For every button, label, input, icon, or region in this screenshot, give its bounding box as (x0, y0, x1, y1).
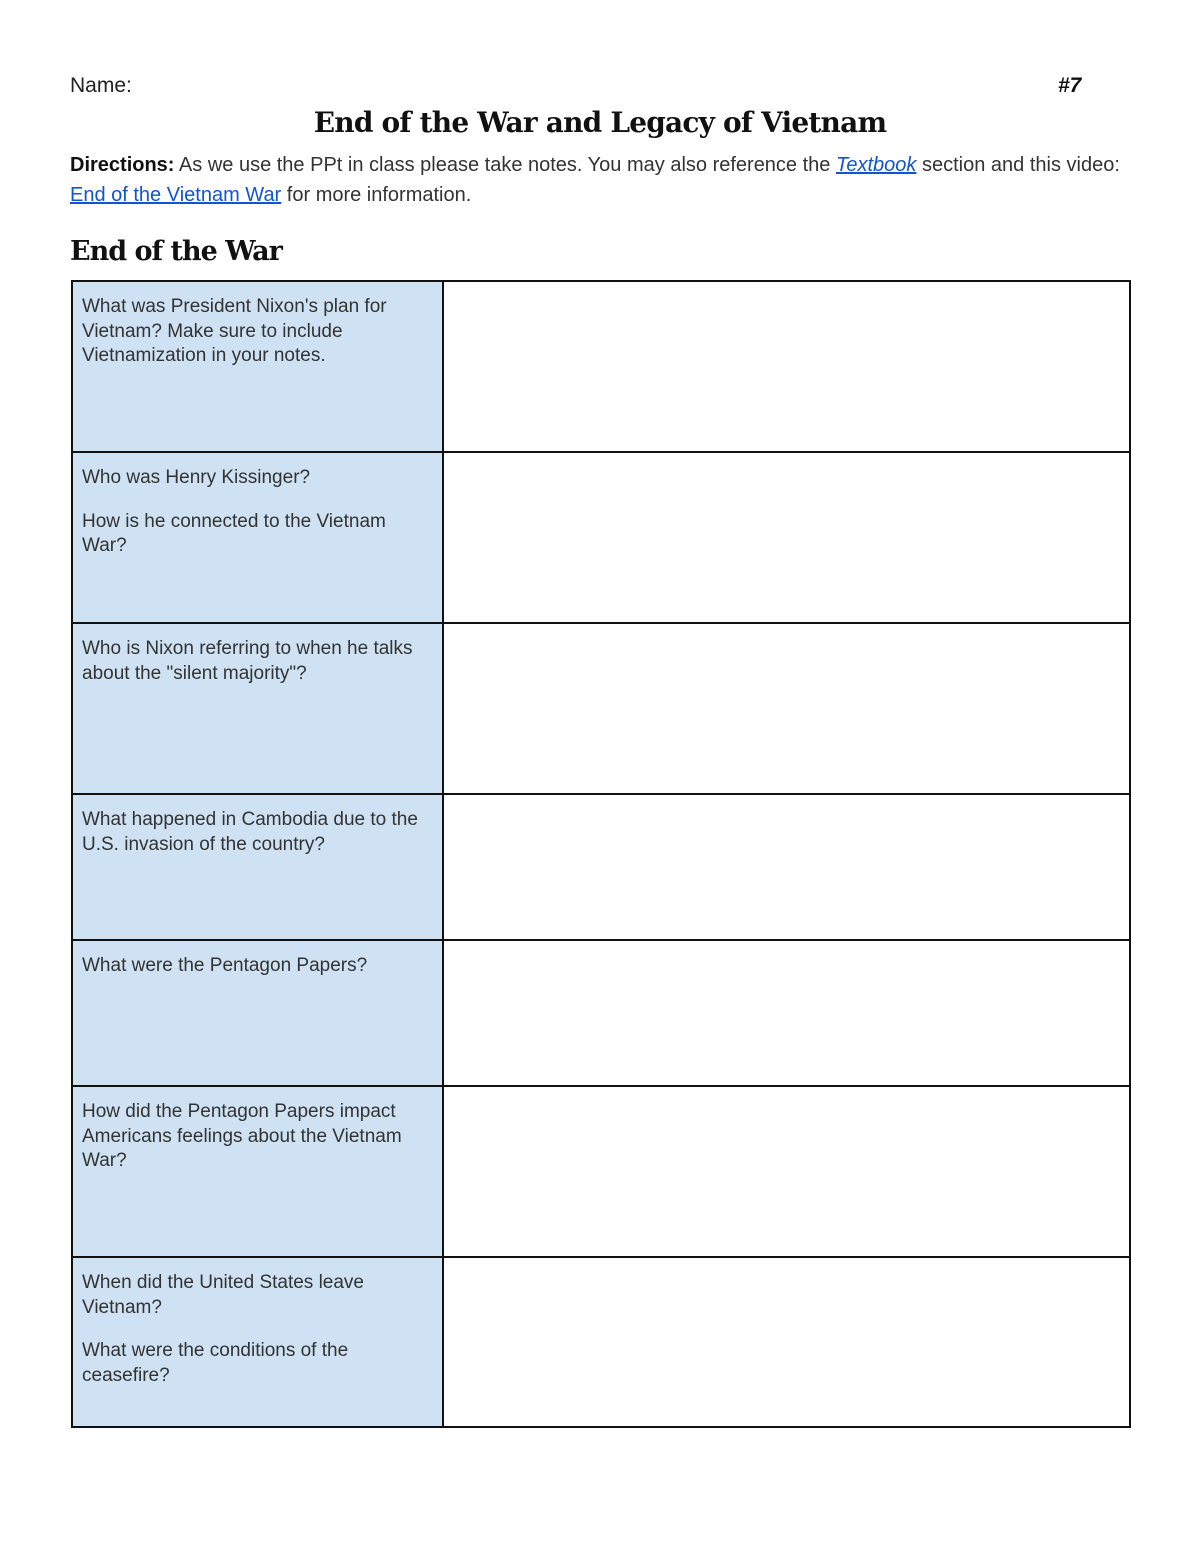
notes-table (71, 280, 1131, 1428)
question-text: When did the United States leave Vietnam? (82, 1272, 365, 1318)
worksheet-number: #7 (1058, 74, 1082, 97)
directions-paragraph (70, 150, 1130, 210)
section-heading: End of the War (70, 236, 282, 267)
answer-cell[interactable] (443, 281, 1130, 452)
directions-label: Directions: (70, 154, 175, 176)
question-text: What happened in Cambodia due to the U.S. invasion of the country? (82, 809, 418, 855)
question-text: Who is Nixon referring to when he talks about the "silent majority"? (82, 638, 413, 684)
question-cell (72, 623, 443, 794)
question-cell (72, 281, 443, 452)
video-link[interactable]: End of the Vietnam War (70, 184, 282, 206)
answer-cell[interactable] (443, 1257, 1130, 1427)
table-row (72, 452, 1130, 623)
question-cell (72, 1086, 443, 1257)
question-cell (72, 940, 443, 1086)
question-text: What was President Nixon's plan for Vietnam? Make sure to include Vietnamization in your notes. (82, 296, 387, 366)
answer-cell[interactable] (443, 452, 1130, 623)
table-row (72, 794, 1130, 940)
table-row (72, 281, 1130, 452)
table-row (72, 1086, 1130, 1257)
question-text: Who was Henry Kissinger? (82, 467, 311, 488)
table-row (72, 940, 1130, 1086)
question-text: What were the Pentagon Papers? (82, 955, 368, 976)
answer-cell[interactable] (443, 794, 1130, 940)
question-text: How did the Pentagon Papers impact Americans feelings about the Vietnam War? (82, 1101, 402, 1171)
name-label: Name: (70, 74, 132, 97)
answer-cell[interactable] (443, 1086, 1130, 1257)
page-title: End of the War and Legacy of Vietnam (313, 106, 887, 139)
notes-table-body (72, 281, 1130, 1427)
textbook-link[interactable]: Textbook (835, 154, 917, 176)
table-row (72, 1257, 1130, 1427)
directions-text-3: for more information. (281, 184, 472, 206)
answer-cell[interactable] (443, 623, 1130, 794)
directions-text-2: section and this video: (916, 154, 1120, 176)
question-cell (72, 1257, 443, 1427)
answer-cell[interactable] (443, 940, 1130, 1086)
directions-text-1: As we use the PPt in class please take notes. You may also reference the (174, 154, 836, 176)
question-cell (72, 794, 443, 940)
question-text: What were the conditions of the ceasefire? (82, 1340, 349, 1386)
table-row (72, 623, 1130, 794)
question-text: How is he connected to the Vietnam War? (82, 510, 386, 556)
question-cell (72, 452, 443, 623)
